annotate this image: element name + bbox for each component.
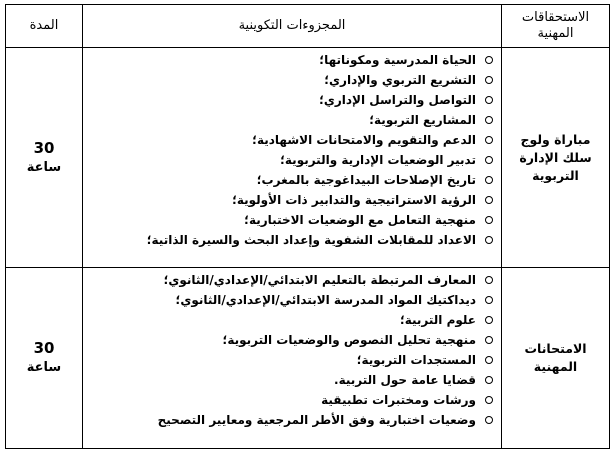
modules-cell [83, 48, 502, 268]
module-text: منهجية تحليل النصوص والوضعيات التربوية؛ [222, 333, 476, 347]
duration-unit: ساعة [26, 360, 62, 375]
circle-bullet-icon [485, 196, 493, 204]
module-text: علوم التربية؛ [399, 313, 476, 327]
list-item [87, 50, 493, 70]
list-item [87, 370, 493, 390]
circle-bullet-icon [485, 116, 493, 124]
list-item [87, 270, 493, 290]
module-text: تاريخ الإصلاحات البيداغوجية بالمغرب؛ [256, 173, 476, 187]
modules-list [87, 50, 493, 250]
duration-cell [6, 48, 83, 268]
module-text: الحياة المدرسية ومكوناتها؛ [319, 53, 476, 67]
duration-value: 30 [33, 339, 55, 357]
table-row-professional-exams [6, 268, 610, 449]
circle-bullet-icon [485, 56, 493, 64]
module-text: الدعم والتقويم والامتحانات الاشهادية؛ [252, 133, 476, 147]
entitlement-cell: الامتحانات المهنية [502, 268, 610, 449]
circle-bullet-icon [485, 376, 493, 384]
list-item [87, 150, 493, 170]
table-row-admin-exam [6, 48, 610, 268]
table-header-row [6, 5, 610, 48]
module-text: وضعيات اختبارية وفق الأطر المرجعية ومعايير التصحيح [157, 413, 476, 427]
module-text: المعارف المرتبطة بالتعليم الابتدائي/الإعدادي/الثانوي؛ [163, 273, 476, 287]
training-table [5, 4, 610, 449]
header-entitlements: الاستحقاقات المهنية [502, 5, 610, 48]
list-item [87, 110, 493, 130]
list-item [87, 170, 493, 190]
circle-bullet-icon [485, 416, 493, 424]
module-text: قضايا عامة حول التربية. [334, 373, 476, 387]
list-item [87, 210, 493, 230]
list-item [87, 290, 493, 310]
duration-cell [6, 268, 83, 449]
header-duration: المدة [6, 5, 83, 48]
circle-bullet-icon [485, 96, 493, 104]
list-item [87, 410, 493, 430]
module-text: الاعداد للمقابلات الشفوية وإعداد البحث والسيرة الذاتية؛ [146, 233, 476, 247]
list-item [87, 310, 493, 330]
module-text: ورشات ومختبرات تطبيقية [321, 393, 476, 407]
header-modules: المجزوءات التكوينية [83, 5, 502, 48]
modules-list [87, 270, 493, 430]
list-item [87, 330, 493, 350]
module-text: الرؤية الاستراتيجية والتدابير ذات الأولوية؛ [232, 193, 476, 207]
module-text: المستجدات التربوية؛ [356, 353, 476, 367]
module-text: التشريع التربوي والإداري؛ [324, 73, 476, 87]
list-item [87, 90, 493, 110]
circle-bullet-icon [485, 76, 493, 84]
list-item [87, 70, 493, 90]
list-item [87, 350, 493, 370]
duration-unit: ساعة [26, 159, 62, 175]
circle-bullet-icon [485, 396, 493, 404]
list-item [87, 390, 493, 410]
list-item [87, 230, 493, 250]
circle-bullet-icon [485, 276, 493, 284]
circle-bullet-icon [485, 176, 493, 184]
circle-bullet-icon [485, 296, 493, 304]
circle-bullet-icon [485, 336, 493, 344]
modules-cell [83, 268, 502, 449]
circle-bullet-icon [485, 236, 493, 244]
circle-bullet-icon [485, 316, 493, 324]
module-text: ديداكتيك المواد المدرسة الابتدائي/الإعدادي/الثانوي؛ [175, 293, 476, 307]
module-text: المشاريع التربوية؛ [369, 113, 476, 127]
duration-value: 30 [33, 138, 55, 157]
circle-bullet-icon [485, 156, 493, 164]
entitlement-cell: مباراة ولوج سلك الإدارة التربوية [502, 48, 610, 268]
circle-bullet-icon [485, 356, 493, 364]
module-text: منهجية التعامل مع الوضعيات الاختبارية؛ [244, 213, 476, 227]
list-item [87, 190, 493, 210]
list-item [87, 130, 493, 150]
module-text: تدبير الوضعيات الإدارية والتربوية؛ [280, 153, 476, 167]
module-text: التواصل والتراسل الإداري؛ [319, 93, 476, 107]
circle-bullet-icon [485, 136, 493, 144]
circle-bullet-icon [485, 216, 493, 224]
